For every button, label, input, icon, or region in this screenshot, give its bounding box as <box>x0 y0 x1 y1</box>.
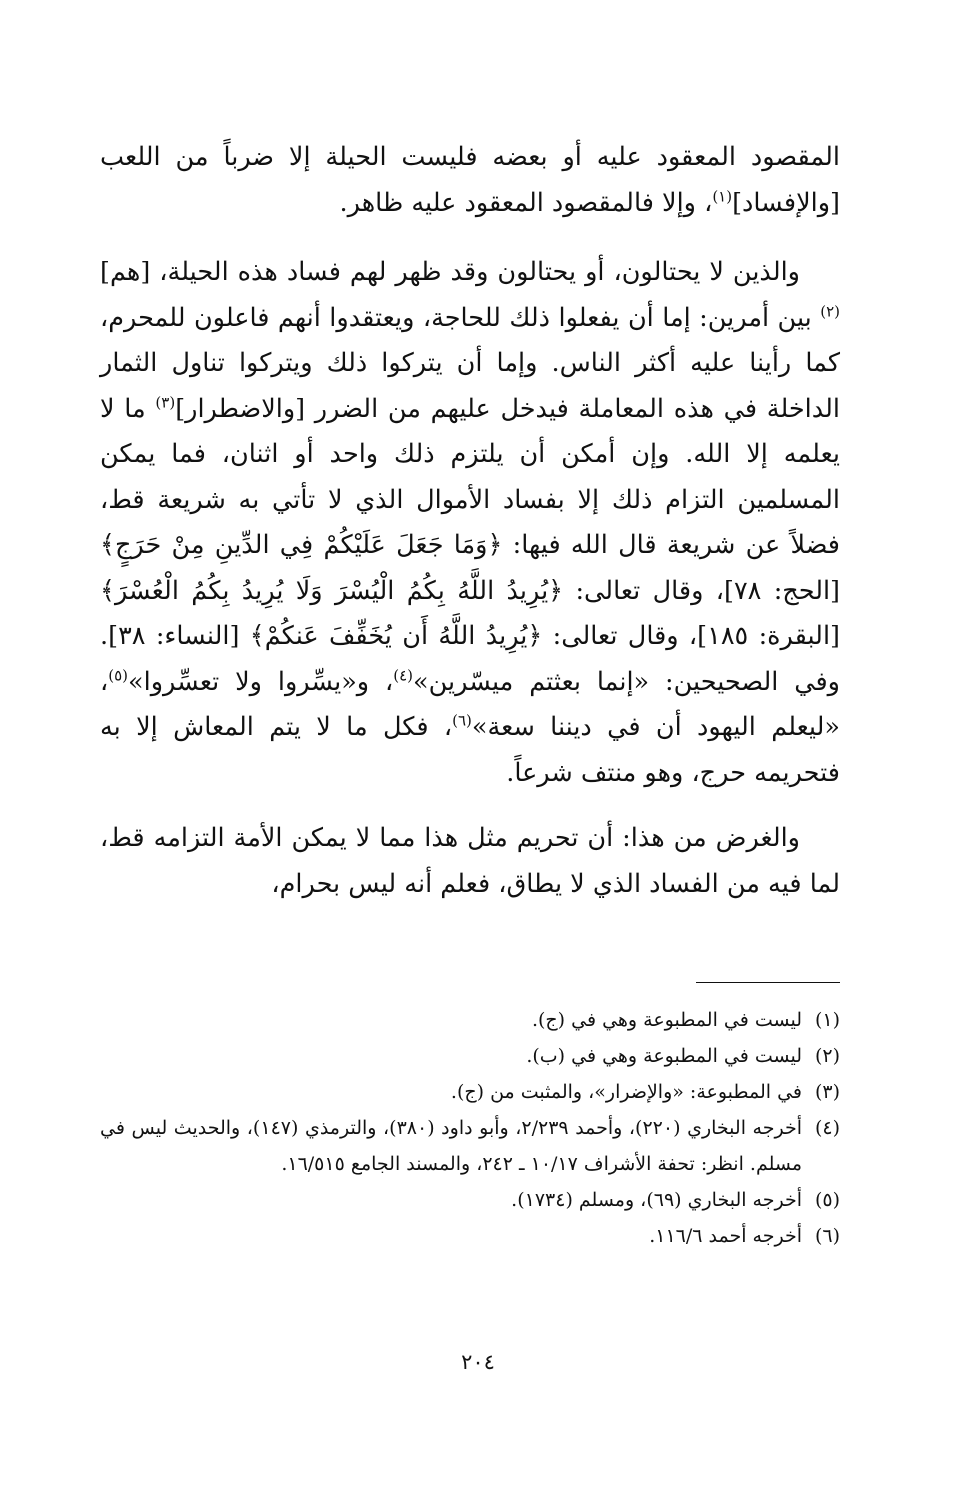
footnote-6 <box>100 1218 840 1254</box>
footnote-ref-1: (١) <box>712 187 733 205</box>
paragraph-3 <box>100 816 840 907</box>
footnotes <box>100 1002 840 1254</box>
page-number: ٢٠٤ <box>461 1350 495 1374</box>
footnote-number: (٣) <box>814 1081 840 1103</box>
footnote-number: (٦) <box>814 1225 840 1247</box>
paragraph-text: ، «ليعلم اليهود أن في ديننا سعة» <box>100 666 840 742</box>
footnote-number: (٥) <box>814 1189 840 1211</box>
paragraph-text: ما لا يعلمه إلا الله. وإن أمكن أن يلتزم ذلك واحد أو اثنان، فما يمكن المسلمين التزام ذلك إلا بفساد الأموال الذي لا تأتي به شريعة قط، فضلاً عن شريعة قال الله فيها: ﴿وَمَا جَعَلَ عَلَيْكُمْ فِي الدِّينِ مِنْ حَرَجٍ﴾ [الحج: ٧٨]، وقال تعالى: ﴿يُرِيدُ اللَّهُ بِكُمُ الْيُسْرَ وَلَا يُرِيدُ بِكُمُ الْعُسْرَ﴾ [البقرة: ١٨٥]، وقال تعالى: ﴿يُرِيدُ اللَّهُ أَن يُخَفِّفَ عَنكُمْ﴾ [النساء: ٣٨]. وفي الصحيحين: «إنما بعثتم ميسّرين» <box>100 393 841 697</box>
footnote-ref-2: (٢) <box>820 302 840 320</box>
footnote-ref-6: (٦) <box>452 711 472 730</box>
footnote-text: أخرجه أحمد ١١٦/٦. <box>649 1225 802 1247</box>
footnote-ref-5: (٥) <box>108 666 129 684</box>
footnote-5 <box>100 1182 840 1218</box>
footnote-ref-3: (٣) <box>155 393 176 411</box>
footnote-ref-4: (٤) <box>393 666 414 684</box>
footnote-2 <box>100 1038 840 1074</box>
paragraph-text: ، و«يسِّروا ولا تعسِّروا» <box>128 666 394 697</box>
paragraph-text: ، وإلا فالمقصود المعقود عليه ظاهر. <box>339 187 713 218</box>
footnote-1 <box>100 1002 840 1038</box>
paragraph-text: ، فكل ما لا يتم المعاش إلا به فتحريمه حرج، وهو منتف شرعاً. <box>100 712 840 788</box>
paragraph-text: بين أمرين: إما أن يفعلوا ذلك للحاجة، ويعتقدوا أنهم فاعلون للمحرم، كما رأينا عليه أكثر الناس. وإما أن يتركوا ذلك ويتركوا تناول الثمار الداخلة في هذه المعاملة فيدخل عليهم من الضرر [والاضطرار] <box>100 302 840 424</box>
footnote-separator <box>696 982 840 983</box>
paragraph-text: والغرض من هذا: أن تحريم مثل هذا مما لا يمكن الأمة التزامه قط، لما فيه من الفساد الذي لا يطاق، فعلم أنه ليس بحرام، <box>100 823 840 899</box>
footnote-4 <box>100 1110 840 1182</box>
paragraph-2 <box>100 250 840 796</box>
footnote-text: ليست في المطبوعة وهي في (ج). <box>531 1009 802 1031</box>
footnote-text: أخرجه البخاري (٦٩)، ومسلم (١٧٣٤). <box>511 1189 802 1211</box>
footnote-number: (١) <box>814 1009 840 1031</box>
footnote-number: (٤) <box>814 1117 840 1139</box>
paragraph-1 <box>100 135 840 226</box>
footnote-3 <box>100 1074 840 1110</box>
footnote-number: (٢) <box>814 1045 840 1067</box>
footnote-text: أخرجه البخاري (٢٢٠)، وأحمد ٢/٢٣٩، وأبو داود (٣٨٠)، والترمذي (١٤٧)، والحديث ليس في مسلم. انظر: تحفة الأشراف ١٠/١٧ ـ ٢٤٢، والمسند الجامع ١٦/٥١٥. <box>100 1117 802 1175</box>
footnote-text: في المطبوعة: «والإضرار»، والمثبت من (ج). <box>450 1081 802 1103</box>
paragraph-text: والذين لا يحتالون، أو يحتالون وقد ظهر لهم فساد هذه الحيلة، [هم] <box>100 257 800 287</box>
paragraph-text: المقصود المعقود عليه أو بعضه فليست الحيلة إلا ضرباً من اللعب [والإفساد] <box>100 142 840 218</box>
main-text <box>100 135 840 907</box>
footnote-text: ليست في المطبوعة وهي في (ب). <box>526 1045 802 1067</box>
